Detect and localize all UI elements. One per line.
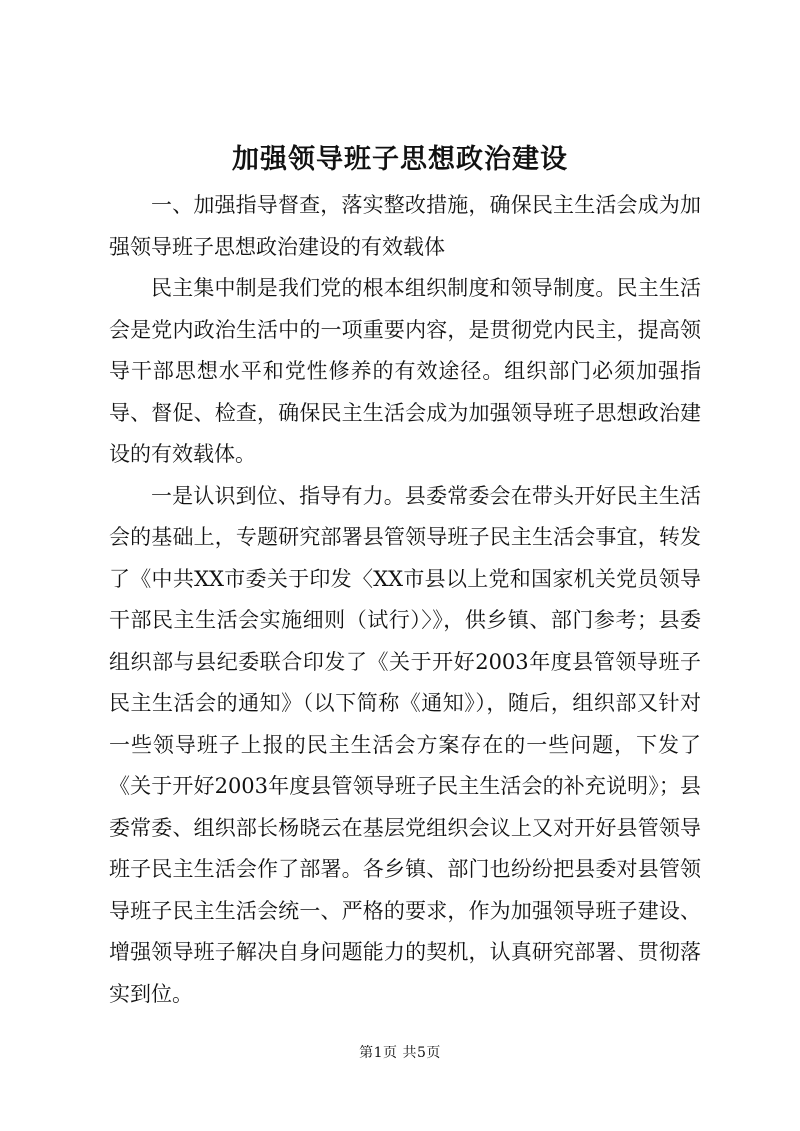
page-number: 第1页 共5页 xyxy=(359,1045,441,1061)
section-heading: 一、加强指导督查，落实整改措施，确保民主生活会成为加强领导班子思想政治建设的有效载体 xyxy=(109,193,701,259)
paragraph: 民主集中制是我们党的根本组织制度和领导制度。民主生活会是党内政治生活中的一项重要内容，是贯彻党内民主，提高领导干部思想水平和党性修养的有效途径。组织部门必须加强指导、督促、检查，确保民主生活会成为加强领导班子思想政治建设的有效载体。 xyxy=(109,276,701,466)
page-title: 加强领导班子思想政治建设 xyxy=(232,144,568,175)
document-body xyxy=(109,185,701,1015)
paragraph: 一是认识到位、指导有力。县委常委会在带头开好民主生活会的基础上，专题研究部署县管领导班子民主生活会事宜，转发了《中共XX市委关于印发〈XX市县以上党和国家机关党员领导干部民主生活会实施细则（试行）〉》，供乡镇、部门参考；县委组织部与县纪委联合印发了《关于开好2003年度县管领导班子民主生活会的通知》（以下简称《通知》），随后，组织部又针对一些领导班子上报的民主生活会方案存在的一些问题，下发了《关于开好2003年度县管领导班子民主生活会的补充说明》；县委常委、组织部长杨晓云在基层党组织会议上又对开好县管领导班子民主生活会作了部署。各乡镇、部门也纷纷把县委对县管领导班子民主生活会统一、严格的要求，作为加强领导班子建设、增强领导班子解决自身问题能力的契机，认真研究部署、贯彻落实到位。 xyxy=(109,483,701,1006)
